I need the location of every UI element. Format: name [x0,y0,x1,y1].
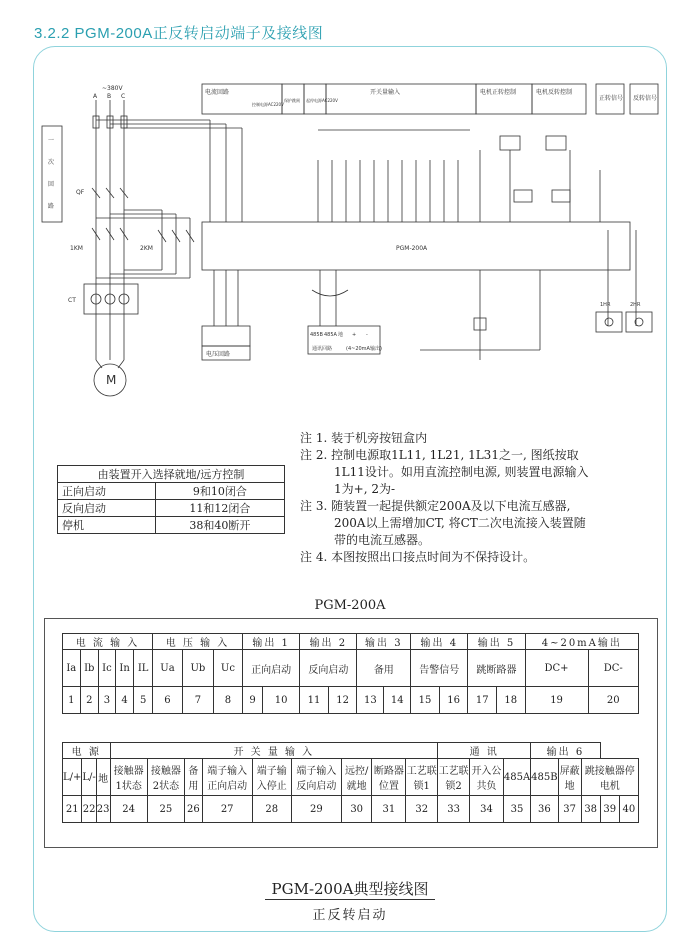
qf-label: QF [76,189,85,196]
phase-a-label: A [93,93,98,100]
terminal-number: 35 [503,796,530,823]
terminal-function: 正向启动 [243,650,300,687]
terminal-function: 485A [503,759,530,796]
header-protect-trip: 保护跳闸 [284,98,300,103]
terminal-number: 33 [438,796,470,823]
header-voltage-loop: 电压回路 [206,351,231,358]
terminal-group-header: 输出 2 [300,634,357,650]
table-row [63,759,639,796]
terminal-function: 工艺联锁1 [406,759,438,796]
table-row [63,743,639,759]
terminal-group-header: 输出 3 [357,634,411,650]
ct-label: CT [68,297,76,304]
terminal-number: 4 [115,687,133,714]
terminal-group-header: 电 源 [63,743,111,759]
terminal-function: 工艺联锁2 [438,759,470,796]
terminal-group-header: 输出 6 [531,743,601,759]
terminal-number: 21 [63,796,82,823]
terminal-group-header: 开 关 量 输 入 [110,743,438,759]
note-line: 注 4. 本图按照出口接点时间为不保持设计。 [300,550,536,564]
terminal-number: 8 [213,687,242,714]
table-row [58,483,285,500]
selection-value: 11和12闭合 [155,500,284,517]
terminal-function: In [115,650,133,687]
terminal-number: 1 [63,687,81,714]
terminal-group-header: 通 讯 [438,743,531,759]
terminal-function: L/- [82,759,96,796]
terminal-function: 接触器2状态 [147,759,184,796]
section-title: 3.2.2 PGM-200A正反转启动端子及接线图 [34,25,324,42]
selection-value: 38和40断开 [155,517,284,534]
terminal-number: 36 [531,796,558,823]
note-line: 注 2. 控制电源取1L11, 1L21, 1L31之一, 图纸按取 [300,448,579,462]
primary-circuit-char-4: 路 [48,203,55,210]
terminal-function: IL [134,650,153,687]
note-continuation: 带的电流互感器。 [334,533,431,547]
terminal-function: Ia [63,650,81,687]
header-control-power: 控制电源AC220V [252,102,284,107]
terminal-number: 17 [468,687,497,714]
lamp-1hr-label: 1HR [600,302,611,308]
terminal-function: Ua [153,650,183,687]
selection-value: 9和10闭合 [155,483,284,500]
comm-485b: 485B [310,332,323,338]
selection-label: 停机 [58,517,156,534]
terminal-function: DC- [588,650,639,687]
terminal-group-header: 输出 4 [411,634,468,650]
terminal-number: 20 [588,687,639,714]
terminal-function: 开入公共负 [470,759,504,796]
terminal-number: 38 [581,796,600,823]
terminal-function: 远控/就地 [341,759,372,796]
terminal-group-header: 电 流 输 入 [63,634,153,650]
terminal-title: PGM-200A [314,598,386,613]
terminal-number: 31 [372,796,406,823]
table-row [63,650,639,687]
terminal-number: 32 [406,796,438,823]
terminal-number: 7 [182,687,213,714]
terminal-number: 18 [496,687,525,714]
terminal-function: 备用 [185,759,203,796]
terminal-table-row1 [62,633,639,714]
table-row [63,634,639,650]
wiring-schematic [40,80,660,400]
note-continuation: 1为+, 2为- [334,482,396,496]
terminal-number: 16 [439,687,468,714]
selection-table-header: 由装置开入选择就地/远方控制 [58,466,285,483]
km1-label: 1KM [70,245,83,252]
selection-label: 正向启动 [58,483,156,500]
terminal-function: 端子输入反向启动 [291,759,341,796]
selection-label: 反向启动 [58,500,156,517]
header-current-loop: 电流回路 [205,89,230,96]
header-start-power: 起停电源AC220V [306,98,338,103]
comm-loop-label: 通讯回路 [312,346,333,352]
terminal-function: DC+ [525,650,588,687]
terminal-number: 28 [252,796,291,823]
terminal-number: 15 [411,687,440,714]
terminal-number: 34 [470,796,504,823]
terminal-function: 端子输入正向启动 [202,759,252,796]
table-row [58,500,285,517]
terminal-number: 5 [134,687,153,714]
terminal-number: 13 [357,687,384,714]
terminal-function: L/+ [63,759,82,796]
terminal-group-header: 输出 5 [468,634,525,650]
km2-label: 2KM [140,245,153,252]
terminal-number: 2 [80,687,98,714]
diagram-title: PGM-200A典型接线图 [271,880,429,898]
comm-485a: 485A [324,332,337,338]
terminal-function: 跳接触器停电机 [581,759,638,796]
title-underline [265,899,435,900]
terminal-number: 27 [202,796,252,823]
terminal-function: 端子输入停止 [252,759,291,796]
note-line: 注 3. 随装置一起提供额定200A及以下电流互感器, [300,499,571,513]
phase-c-label: C [121,93,126,100]
phase-b-label: B [107,93,112,100]
note-continuation: 1L11设计。如用直流控制电源, 则装置电源输入 [334,465,589,479]
header-forward-signal: 正转信号 [599,95,624,102]
terminal-number: 25 [147,796,184,823]
terminal-number: 3 [98,687,115,714]
terminal-function: 备用 [357,650,411,687]
terminal-group-header: 输出 1 [243,634,300,650]
primary-circuit-char-3: 回 [48,181,55,188]
header-forward-ctrl: 电机正转控制 [480,89,517,96]
analog-output-label: (4~20mA输出) [346,346,382,352]
terminal-function: Ic [98,650,115,687]
terminal-number: 6 [153,687,183,714]
terminal-number: 24 [110,796,147,823]
control-selection-table [57,465,285,534]
header-reverse-ctrl: 电机反转控制 [536,89,573,96]
lamp-2hr-label: 2HR [630,302,641,308]
primary-circuit-char-1: 一 [48,137,55,144]
notes-block [300,430,670,566]
note-continuation: 200A以上需增加CT, 将CT二次电流接入装置随 [334,516,586,530]
diagram-subtitle: 正反转启动 [312,908,388,923]
table-row [63,796,639,823]
terminal-number: 29 [291,796,341,823]
terminal-function: 地 [96,759,110,796]
analog-plus: + [352,332,357,338]
terminal-number: 10 [262,687,299,714]
terminal-number: 14 [384,687,411,714]
terminal-function: Ib [80,650,98,687]
terminal-number: 40 [619,796,638,823]
terminal-number: 30 [341,796,372,823]
table-row [63,687,639,714]
analog-minus: - [366,332,368,338]
terminal-function: 反向启动 [300,650,357,687]
terminal-function: Uc [213,650,242,687]
terminal-number: 12 [328,687,357,714]
terminal-function: 跳断路器 [468,650,525,687]
terminal-number: 22 [82,796,96,823]
primary-circuit-char-2: 次 [48,159,55,166]
terminal-group-header: 电 压 输 入 [153,634,243,650]
note-line: 注 1. 装于机旁按钮盒内 [300,431,428,445]
terminal-number: 9 [243,687,263,714]
terminal-function: 接触器1状态 [110,759,147,796]
terminal-function: 断路器位置 [372,759,406,796]
comm-ground: 地 [338,332,344,338]
terminal-number: 26 [185,796,203,823]
header-reverse-signal: 反转信号 [633,95,658,102]
terminal-number: 23 [96,796,110,823]
motor-label: M [106,373,117,387]
terminal-number: 37 [558,796,581,823]
terminal-number: 39 [600,796,619,823]
table-row [58,517,285,534]
terminal-function: 告警信号 [411,650,468,687]
terminal-function: 485B [531,759,558,796]
terminal-function: Ub [182,650,213,687]
device-label: PGM-200A [396,245,428,252]
supply-voltage-label: ~380V [102,85,123,92]
terminal-table-row2 [62,742,639,823]
terminal-function: 屏蔽地 [558,759,581,796]
terminal-number: 19 [525,687,588,714]
terminal-group-header: 4~20mA输出 [525,634,638,650]
terminal-number: 11 [300,687,329,714]
header-switch-input: 开关量输入 [370,89,401,96]
